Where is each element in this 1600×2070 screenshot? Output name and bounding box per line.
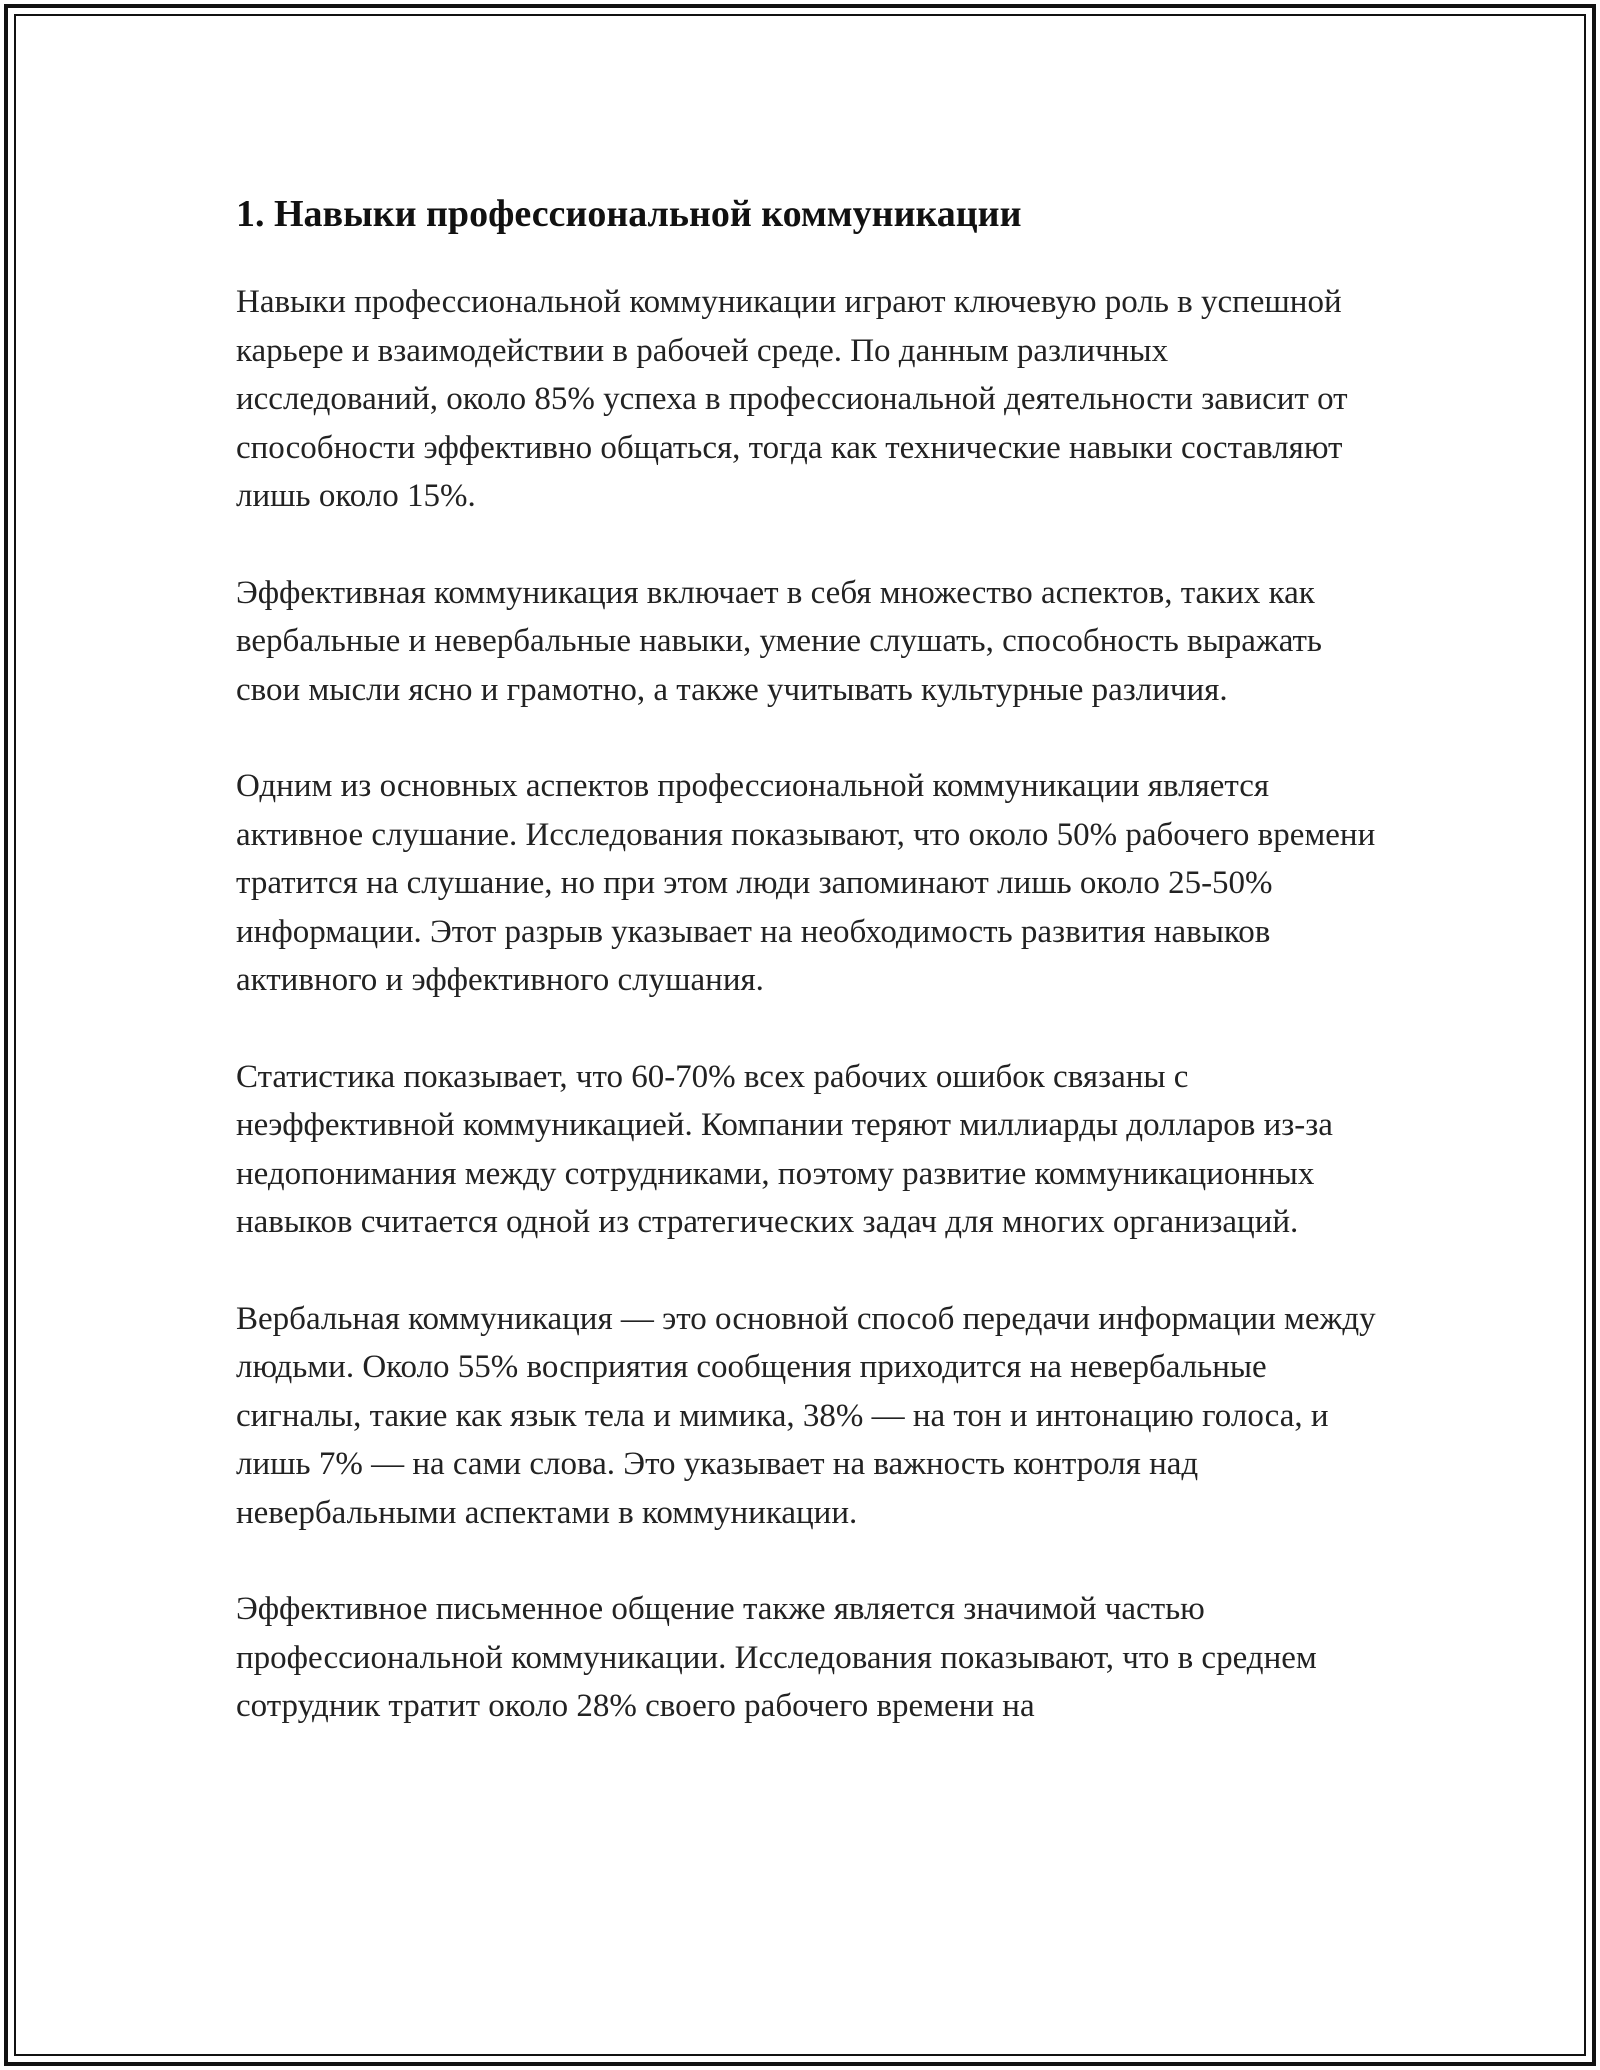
document-body xyxy=(236,188,1376,1779)
paragraph: Одним из основных аспектов профессиональной коммуникации является активное слушание. Исследования показывают, что около 50% рабочего времени тратится на слушание, но при этом люди запоминают лишь около 25-50% информации. Этот разрыв указывает на необходимость развития навыков активного и эффективного слушания. xyxy=(236,768,1376,998)
paragraph: Навыки профессиональной коммуникации играют ключевую роль в успешной карьере и взаимодействии в рабочей среде. По данным различных исследований, около 85% успеха в профессиональной деятельности зависит от способности эффективно общаться, тогда как технические навыки составляют лишь около 15%. xyxy=(236,284,1348,514)
paragraph: Вербальная коммуникация — это основной способ передачи информации между людьми. Около 55% восприятия сообщения приходится на невербальные сигналы, такие как язык тела и мимика, 38% — на тон и интонацию голоса, и лишь 7% — на сами слова. Это указывает на важность контроля над невербальными аспектами в коммуникации. xyxy=(236,1300,1376,1531)
paragraph: Эффективное письменное общение также является значимой частью профессиональной коммуникации. Исследования показывают, что в среднем сотрудник тратит около 28% своего рабочего времени на xyxy=(236,1591,1317,1724)
paragraph: Эффективная коммуникация включает в себя множество аспектов, таких как вербальные и невербальные навыки, умение слушать, способность выражать свои мысли ясно и грамотно, а также учитывать культурные различия. xyxy=(236,574,1322,708)
paragraph: Статистика показывает, что 60-70% всех рабочих ошибок связаны с неэффективной коммуникацией. Компании теряют миллиарды долларов из-за недопонимания между сотрудниками, поэтому развитие коммуникационных навыков считается одной из стратегических задач для многих организаций. xyxy=(236,1058,1333,1240)
section-heading: 1. Навыки профессиональной коммуникации xyxy=(236,193,1022,235)
